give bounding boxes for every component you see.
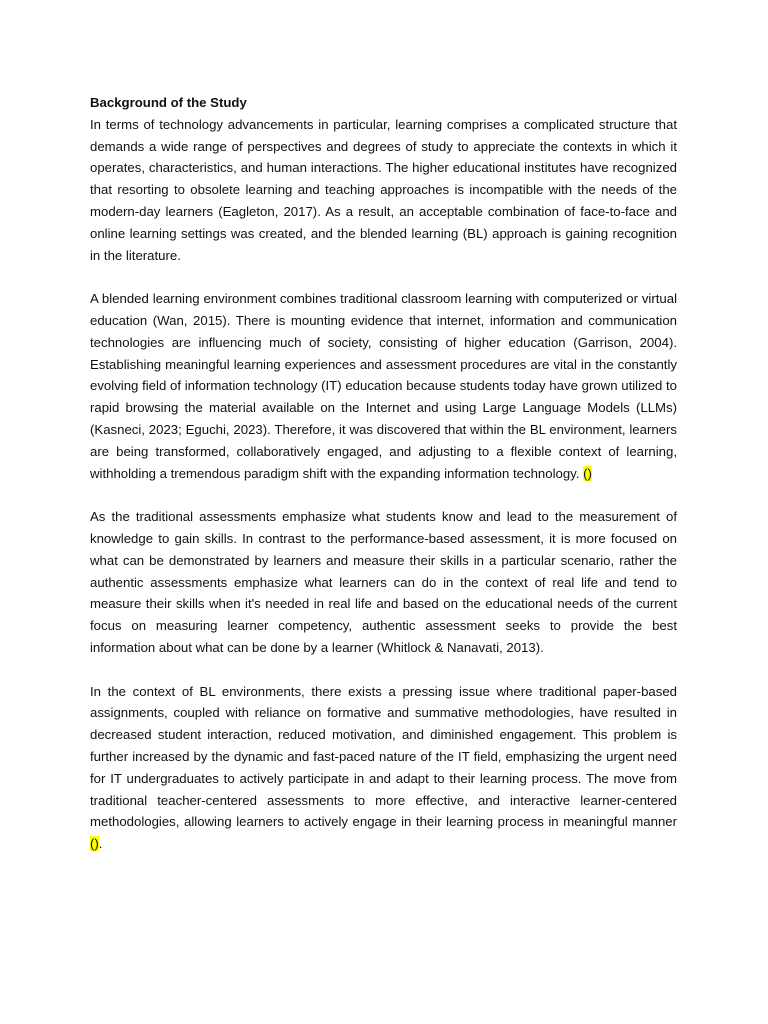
paragraph-3	[90, 506, 677, 659]
paragraph-2-text: A blended learning environment combines traditional classroom learning with computerized or virtual education (Wan, 2015). There is mounting evidence that internet, information and communication technologies are influencing much of society, consisting of higher education (Garrison, 2004). Establishing meaningful learning experiences and assessment procedures are vital in the constantly evolving field of information technology (IT) education because students today have grown utilized to rapid browsing the material available on the Internet and using Large Language Models (LLMs) (Kasneci, 2023; Eguchi, 2023). Therefore, it was discovered that within the BL environment, learners are being transformed, collaboratively engaged, and adjusting to a flexible context of learning, withholding a tremendous paradigm shift with the expanding information technology.	[90, 291, 677, 481]
paragraph-4-after: .	[98, 836, 103, 852]
paragraph-1	[90, 114, 677, 267]
paragraph-1-text: In terms of technology advancements in particular, learning comprises a complicated structure that demands a wide range of perspectives and degrees of study to appreciate the contexts in which it operates, characteristics, and human interactions. The higher educational institutes have recognized that resorting to obsolete learning and teaching approaches is incompatible with the needs of the modern-day learners (Eagleton, 2017). As a result, an acceptable combination of face-to-face and online learning settings was created, and the blended learning (BL) approach is gaining recognition in the literature.	[90, 116, 677, 263]
paragraph-2	[90, 288, 677, 484]
paragraph-4-text: In the context of BL environments, there exists a pressing issue where traditional paper-based assignments, coupled with reliance on formative and summative methodologies, have resulted in decreased student interaction, reduced motivation, and diminished engagement. This problem is further increased by the dynamic and fast-paced nature of the IT field, emphasizing the urgent need for IT undergraduates to actively participate in and adapt to their learning process. The move from traditional teacher-centered assessments to more effective, and interactive learner-centered methodologies, allowing learners to actively engage in their learning process in meaningful manner	[90, 683, 677, 830]
paragraph-4	[90, 681, 677, 855]
document-page	[90, 92, 677, 877]
section-heading: Background of the Study	[90, 95, 247, 110]
citation-placeholder-highlight: ()	[583, 465, 592, 481]
paragraph-3-text: As the traditional assessments emphasize what students know and lead to the measurement of knowledge to gain skills. In contrast to the performance-based assessment, it is more focused on what can be demonstrated by learners and measure their skills in a particular scenario, rather the authentic assessments emphasize what learners can do in the context of real life and tend to measure their skills when it's needed in real life and based on the educational needs of the current focus on measuring learner competency, authentic assessment seeks to provide the best information about what can be done by a learner (Whitlock & Nanavati, 2013).	[90, 509, 677, 655]
citation-placeholder-highlight: ()	[90, 836, 99, 852]
